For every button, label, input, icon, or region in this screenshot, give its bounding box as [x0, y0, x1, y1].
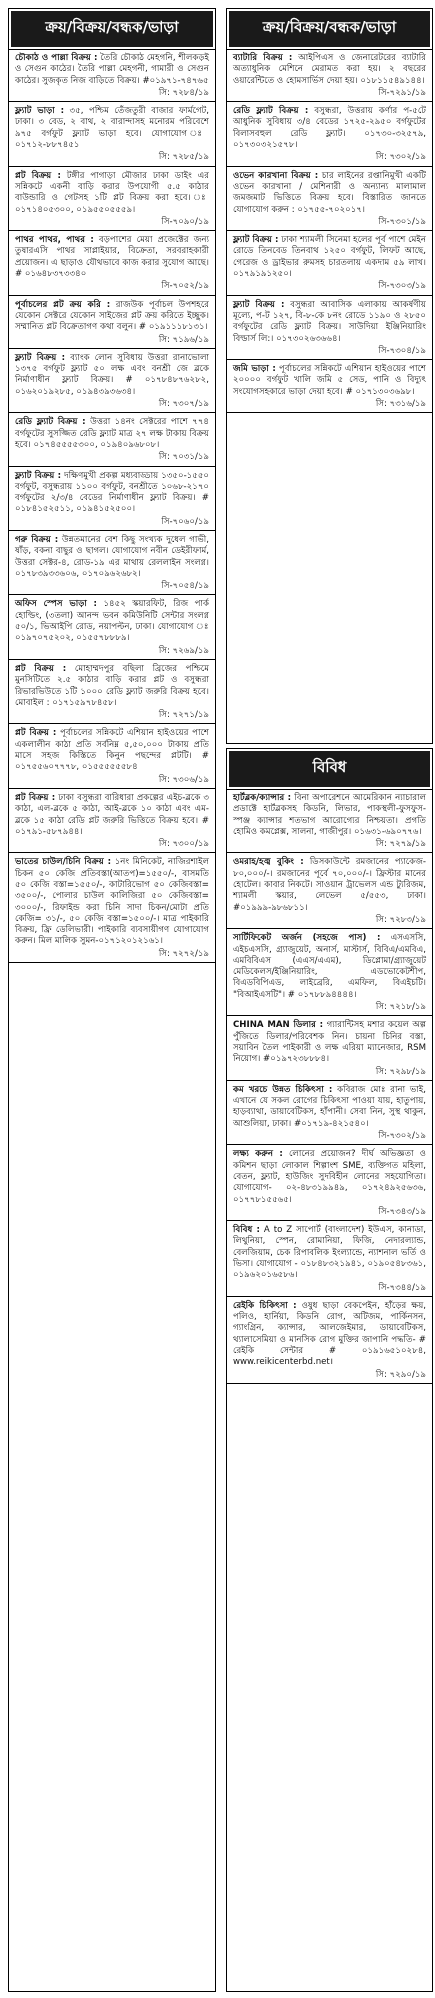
classified-ad	[9, 789, 215, 853]
section-header: ক্রয়/বিক্রয়/বন্ধক/ভাড়া	[227, 9, 432, 49]
classified-ad	[9, 102, 215, 166]
ad-title: রেডি ফ্ল্যাট বিক্রয় :	[233, 106, 309, 117]
classified-ad	[9, 853, 215, 963]
ad-body: পূর্বাচলের সন্নিকটে এশিয়ান হাইওয়ের পাশে একলালীন কাঠা প্রতি সর্বনিম্ন ৫,৫০,০০০ টাকায় প্রতি মাসে সহজ কিস্তিতে কিনুন পছন্দের প্লটটি। # ০১৭৫৫৬০৭৭৭৮, ০১৫৫৫৫৫৫৮৪	[15, 728, 209, 773]
ad-code: সি: ৭২৮৪/১৯	[158, 87, 209, 98]
ad-code: সি-৭৩৪৩/১৯	[378, 1206, 426, 1217]
ad-title: প্লট বিক্রয় :	[15, 663, 67, 674]
ad-code: সি-৭০৯০/১৯	[161, 216, 209, 227]
ad-body: বসুন্ধরা আবাসিক এলাকায় আকর্ষণীয় মূল্যে, প-ট ১২৭, বি-৮-কে ৮নং রোডে ১১৯০ ও ২৮৫০ বর্গফুটের রেডি ফ্ল্যাট বিক্রয়। সাউদিয়া ইঞ্জিনিয়ারিং বিল্ডার্স লি:। ০১৭৩০২৬৩৬৬৪।	[233, 299, 426, 344]
ad-code: সি: ৭২৯০/১৯	[375, 1369, 426, 1380]
right-classified-column	[226, 8, 433, 744]
classified-ad	[227, 360, 432, 413]
ad-code: সি: ৭৩১৬/১৯	[375, 399, 426, 410]
ad-code: সি: ৭২৮৫/১৯	[158, 152, 209, 163]
ad-code: সি: ৭০৩১/১৯	[158, 452, 209, 463]
ad-code: সি-৭৩০৪/১৯	[378, 345, 426, 356]
left-classified-column	[8, 8, 216, 1992]
ad-code: সি: ৭২৮৩/১৯	[375, 914, 426, 925]
ad-body: A to Z সাপোর্ট (বাংলাদেশ) ইউএস, কানাডা, লিথুনিয়া, স্পেন, রোমানিয়া, ফিজি, নেদারল্যান্ড, বেলজিয়াম, চেক রিপাবলিক ইংল্যান্ডে, ন্যাশনাল ভর্তি ও ভিসা। যোগাযোগ - ০১৮৪৮৩২১৯৪১, ০১৯০৫৪৮৩৬১, ০১৯৬২০১৬৫৮৬।	[233, 1225, 427, 1281]
ad-body: আইপিএস ও জেনারেটরের ব্যাটারি অত্যাধুনিক মেশিনে মেরামত করা হয়। ২ বছরের ওয়ারেন্টিতে ও হোমসার্ভিস দেয়া হয়। ০১৮১১৫৪৯১৪৪।	[233, 53, 426, 86]
classified-ad	[227, 49, 432, 102]
ad-code: সি: ৭২৬৯/১৯	[158, 645, 209, 656]
classified-ad	[9, 349, 215, 413]
ad-title: গরু বিক্রয় :	[15, 534, 59, 545]
misc-classified-column	[226, 748, 433, 1992]
ad-code: সি: ৭৩০৭/১৯	[158, 399, 209, 410]
ad-list	[9, 49, 215, 963]
classified-ad	[9, 467, 215, 531]
classified-ad	[9, 724, 215, 788]
ad-title: রেডি ফ্ল্যাট বিক্রয় :	[15, 417, 86, 428]
ad-body: গ্যারান্টিসহ মশার কয়েল অল্প পুঁজিতে ডিলার/পরিবেশক নিন। চায়না চিনির বস্তা, সয়াবিন তৈল পাইকারী ও লক্ষ এরিয়া ম্যানেজার, RSM নিয়োগ। #০১৯৭২৩৮৮৮৪।	[233, 1020, 426, 1065]
classified-ad	[227, 1145, 432, 1221]
ad-code: সি: ৭৩০৬/১৯	[158, 774, 209, 785]
ad-code: সি: ৭২৯৮/১৯	[375, 1066, 426, 1077]
ad-code: সি-৭০৬০/১৯	[161, 516, 209, 527]
ad-title: রেইকি চিকিৎসা :	[233, 1300, 297, 1311]
ad-body: উন্নতমানের বেশ কিছু সংখ্যক দুধেল গাভী, ষাঁড়, বকনা বাছুর ও ছাগল। যোগাযোগ নবীন ডেইরীফার্ম, উত্তরা সেক্টর-৪, রোড-১৯ এর মাথায় রেললাইন সংলগ্ন। ০১৭৮৩৯৩৩৬০৬, ০১৭০৯৬২৬৮২।	[15, 534, 209, 579]
ad-title: ওভেন কারখানা বিক্রয় :	[233, 170, 319, 181]
classified-ad	[227, 1221, 432, 1297]
ad-code: সি: ৭১৯৬/১৯	[158, 334, 209, 345]
classified-ad	[9, 413, 215, 466]
ad-body: ১৪৫২ স্কয়ারফিট, রিজ পার্ক হোল্ডিং, (৩তলা) আনন্দ ভবন কমিউনিটি সেন্টার সংলগ্ন ৫০/১, ভিআইপি রোড, নয়াপল্টন, ঢাকা। যোগাযোগ ঃ ০১৯৭০৭৫২০২, ০১৫৫৭৮৮৮৯।	[15, 599, 209, 644]
ad-code: সি-৭৩০২/১৯	[378, 1131, 426, 1142]
classified-ad	[9, 231, 215, 295]
ad-title: ফ্ল্যাট বিক্রয় :	[15, 470, 62, 481]
ad-body: দক্ষিণমুখী প্রকল্প মধ্যবাড্ডায় ১৩৫০-১৫৫০ বর্গফুট, বসুন্ধরায় ১১০০ বর্গফুট, বনশ্রীতে ১০৬৮-২১৭০ বর্গফুটের ২/৩/৪ বেডের নির্মাণাধীন ফ্ল্যাট বিক্রয়। # ০১৮৪১৫২৫১১, ০১৯৪১৫২৫০০।	[15, 470, 210, 515]
ad-title: সার্টিফিকেট অর্জন (সহজে পাস) :	[233, 933, 381, 944]
ad-code: সি: ৭৩০২/১৯	[375, 152, 426, 163]
ad-title: ফ্ল্যাট বিক্রয় :	[233, 299, 285, 310]
ad-title: অফিস স্পেস ভাড়া :	[15, 599, 97, 610]
ad-list	[227, 49, 432, 413]
ad-body: ৩৫, পশ্চিম তেঁজতুরী বাজার ফার্মগেট, ঢাকা। ৩ বেড, ২ বাথ, ২ বারান্দাসহ মনোরম পরিবেশে ৯৭৫ বর্গফুট ফ্ল্যাট ভাড়া হবে। যোগাযোগ ঃ ০১৭১২-৮৮৭৪৫১	[15, 106, 209, 151]
ad-body: ওষুধ ছাড়া বেকপেইন, হাঁড়ের ক্ষয়, পলিও, হার্নিয়া, কিডনি রোগ, অটিজম, পার্কিনসন, গ্যাংগ্রিন, ক্যান্সার, আলজেইমার, ডায়াবেটিকস, থ্যালাসেমিয়া ও মানসিক রোগ মুক্তির জাপানি পদ্ধতি- # রেইকি সেন্টার # ০১৯১৬৫১০২৮৪, www.reikicenterbd.net।	[233, 1300, 426, 1368]
ad-code: সি: ৭২৭১/১৯	[158, 710, 209, 721]
ad-title: প্লট বিক্রয় :	[15, 728, 57, 739]
classified-ad	[227, 296, 432, 360]
ad-title: জমি ভাড়া :	[233, 364, 276, 375]
classified-ad	[227, 789, 432, 853]
ad-body: বিনা অপারেশনে আমেরিকান ন্যাচারাল প্রডাক্টে হার্টব্লকসহ কিডনি, লিভার, পাকস্থলী-ফুসফুস-স্পঞ্জ ক্যান্সার শতভাগ আরোগ্যের নিশ্চয়তা। প্রগতি হোমিও কমপ্লেক্স, সালনা, গাজীপুর। ০১৬৩১-৬৯০৭৭৬।	[233, 793, 427, 837]
classified-ad	[9, 49, 215, 102]
ad-title: CHINA MAN ডিলার :	[233, 1020, 324, 1031]
classified-ad	[9, 296, 215, 349]
classified-ad	[227, 1297, 432, 1384]
classified-ad	[9, 167, 215, 231]
ad-code: সি-৭০৫২/১৯	[161, 281, 209, 292]
ad-title: প্লট বিক্রয় :	[15, 792, 56, 803]
ad-code: সি: ৭৩০০/১৯	[158, 839, 209, 850]
ad-code: সি-৭২৯১/১৯	[378, 87, 426, 98]
ad-code: সি-৭৩০১/১৯	[378, 216, 426, 227]
ad-title: ফ্ল্যাট বিক্রয় :	[15, 352, 66, 363]
ad-body: কবিরাজ মোঃ রানা ভাই, এখানে যে সকল রোগের চিকিৎসা পাওয়া যায়, হাতুপায়, হাড়ব্যাথা, ডায়াবেটিকস, হাঁপানী। সেবা নিন, সুস্থ থাকুন, আশুলিয়া, ঢাকা। #০১৭১৯-৪২১৫৪০।	[233, 1084, 426, 1129]
ad-body: টঙ্গীর পাগাড়া মৌজার ঢাকা ডাইং এর সন্নিকটে একনী বাড়ি করার উপযোগী ৫.৫ কাঠার বাউন্ডারি ও গেটসহ ১টি প্লট বিক্রয় করা হবে। ঃ ০১৭১৪০৫৩০০, ০১৯৫৫০৫৫৫৯।	[15, 170, 209, 215]
ad-title: চৌকাঠ ও পাল্লা বিক্রয় :	[15, 53, 98, 63]
ad-title: বিবিধ :	[233, 1225, 260, 1236]
ad-title: ফ্ল্যাট বিক্রয় :	[233, 235, 279, 246]
classified-ad	[227, 102, 432, 166]
classified-ad	[227, 167, 432, 231]
ad-title: ভাতের চাউল/চিনি বিক্রয় :	[15, 857, 112, 868]
ad-body: পূর্বাচলের সন্নিকটে এশিয়ান হাইওয়ের পাশে ২০০০০ বর্গফুট খালি জমি ৫ সেড, পানি ও বিদ্যুৎ সংযোগসহকারে ভাড়া দেয়া হবে। # ০১৭১৩০৩৬৯৮।	[233, 364, 426, 397]
ad-body: ঢাকা বসুন্ধরা বারিধারা প্রকল্পের এইচ-ব্লকে ৩ কাঠা, এল-ব্লকে ৫ কাঠা, আই-ব্লকে ১০ কাঠা এবং এম-ব্লকে ১৫ কাঠা রেডি প্লট জরুরি ভিত্তিতে বিক্রয় হবে। # ০১৭৯১-৫৮৭৯৪৪।	[15, 792, 210, 837]
section-header: ক্রয়/বিক্রয়/বন্ধক/ভাড়া	[9, 9, 215, 49]
ad-title: পূর্বাচলের প্লট ক্রয় করি :	[15, 299, 111, 310]
classified-ad	[227, 231, 432, 295]
ad-title: হার্টব্লক/ক্যান্সার :	[233, 793, 292, 803]
section-header: বিবিধ	[227, 749, 432, 789]
ad-code: সি: ৭২৭২/১৯	[158, 948, 209, 959]
ad-code: সি-৭০৫৪/১৯	[161, 581, 209, 592]
ad-body: বড়পাশের মেয়া প্রজেক্টের জন্য তুষারএসি পাথর সাপ্লাইয়ার, বিক্রেতা, সরবরাহকারী প্রয়োজন। এ ছাড়াও যৌথভাবে কাজ করার সুযোগ আছে। # ০১৬৪৮৩৭৩৩৪০	[15, 235, 210, 280]
classified-ad	[227, 853, 432, 929]
ad-body: তৈরি চৌকাঠ মেহগনি, শীলকড়ই ও সেগুন কাঠের। তৈরি পাল্লা মেহগনী, গামারী ও সেগুন কাঠের। সুজকৃত নিজ বাড়িতে বিক্রয়। #০১৯৭১-৭৪৭৬৫	[15, 53, 209, 86]
classified-ad	[227, 1081, 432, 1145]
classified-ad	[9, 531, 215, 595]
ad-body: মোহাম্মদপুর বছিলা ব্রিজের পশ্চিমে মুনসিটিতে ২.৫ কাঠার বাড়ি করার প্লট ও বসুন্ধরা রিভারভিউতে ১টি ১০০০ রেডি ফ্ল্যাট জরুরি বিক্রয় হবে। মোবাইল : ০১৭১৫৯৭৮৪৫৮।	[15, 663, 209, 708]
ad-title: প্লট বিক্রয় :	[15, 170, 61, 181]
ad-title: ফ্ল্যাট ভাড়া :	[15, 106, 64, 117]
ad-title: ব্যাটারি বিক্রয় :	[233, 53, 293, 63]
ad-body: ডিসকাউন্টে রমজানের প্যাকেজ- ৮০,০০০/-। রমজানের পূর্বে ৭০,০০০/-। ফ্রিস্টার মানের হোটেল। কাবার নিকটে। সাওয়ান ট্রাভেলস এন্ড ট্যুরিজম, শ্যামলী স্কয়ার, লেভেল ৫/৫৫৩, ঢাকা। #০১৯৯৯-৯৮৬৮১১।	[233, 857, 426, 913]
classified-ad	[227, 929, 432, 1016]
classified-ad	[9, 660, 215, 724]
ad-title: ওমরাহ/হজ্ব বুকিং :	[233, 857, 304, 868]
ad-body: ব্যাংক লোন সুবিধায় উত্তরা রানাভোলা ১৩৭৫ বর্গফুট ফ্ল্যাট ৫০ লক্ষ এবং বনশ্রী জে ব্লকে নির্মাণাধীন ফ্ল্যাট বিক্রয়। # ০১৭৮৪৮৭৬২৮২, ০১৬২০১৯২৮৫, ০১৯৪৩৯৩৬৩৪।	[15, 352, 210, 397]
ad-title: কম খরচে উন্নত চিকিৎসা :	[233, 1084, 333, 1095]
ad-code: সি: ৭২৭৯/১৯	[375, 839, 426, 850]
ad-code: সি: ৭২১৮/১৯	[375, 1002, 426, 1013]
classified-ad	[9, 595, 215, 659]
ad-body: উত্তরা ১৪নং সেক্টরের পাশে ৭৭৪ বর্গফুটের সুসজ্জিত রেডি ফ্ল্যাট মাত্র ২৭ লক্ষ টাকায় বিক্রয় হবে। ০১৭৪৫৫৫৫৩০০, ০১৯৪০৯৬৮০৮।	[15, 417, 210, 450]
ad-body: রাজউক পূর্বাচল উপশহরে যেকোন সেক্টরে যেকোন সাইজের প্লট ক্রয় করিতে ইচ্ছুক। সম্মানিত প্লট বিক্রেতাগণ কথা বলুন। # ০১৯১১১৮১৩১।	[15, 299, 209, 333]
ad-body: এসএসসি, এইচএসসি, গ্র্যাজুয়েট, অনার্স, মাস্টার্স, বিবিএ/এমবিএ, এমবিবিএস (এএস/এএম), ডিপ্লোমা/গ্র্যাজুয়েট মেডিকেলস/ইঞ্জিনিয়ারিং, এডভোকেটশীপ, বিএডবিপিএড, লাইব্রেরি, এমফিল, বিএইচটি। "বিআইএসটি"। # ০১৭৮৮৯৪৪৪৪।	[233, 933, 427, 1000]
ad-body: ঢাকা শ্যামলী সিনেমা হলের পূর্ব পাশে মেইন রোডে তিনবেড তিনবাথ ১২৫০ বর্গফুট, লিফট আছে, গেরেজ ও ড্রাইভার রুমসহ চারতলায় একদাম ৫৯ লাখ। ০১৭৯১৯১২৫০।	[233, 235, 426, 280]
ad-code: সি-৭৩৪৪/১৯	[378, 1282, 426, 1293]
ad-body: ১নং মিনিকেট, নাজিরশাইল চিকন ৫০ কেজি প্রতিবস্তা(আতপ)=১৫৫০/-, বাসমতি ৫০ কেজি বস্তা=১৫৫০/-, কাটারিভোগ ৫০ কেজিবস্তা= ৩৫০০/-, পোলার চাউল কালিজিরা ৫০ কেজিবস্তা= ৩০০০/-, রিফাইন্ড করা চিনি সাদা চিকন/মোটা প্রতি কেজি= ৩১/-, ৫০ কেজি বস্তা=১৫০০/-। মাত্র পাইকারি বিক্রয়, ফ্রি ডেলিভারী। পাইকারি ব্যবসায়ীগণ যোগাযোগ করুন। মিল মালিক সুমন-০১৭১২০১২১৬১।	[15, 857, 209, 947]
ad-title: লক্ষ্য করুন :	[233, 1149, 283, 1160]
classified-ad	[227, 1016, 432, 1080]
ad-body: বসুন্ধরা, উত্তরায় কর্ণার প-৫টে আধুনিক সুবিধায় ৩/৪ বেডের ১৭২৫-২৯৫০ বর্গফুটের বিলাসবহুল রেডি ফ্ল্যাট। ০১৭৩০-৩২৫৭৯, ০১৭৩০৩২১৫৭৮।	[233, 106, 426, 151]
ad-body: চার লাইনের রপ্তানিমুখী একটি ওভেন কারখানা / মেশিনারী ও অন্যান্য মালামাল জমজমাট ভিত্তিতে বিক্রয় হবে। বিস্তারিত জানতে যোগাযোগ করুন : ০১৭৫৫-৭০২০১৭।	[233, 170, 426, 215]
ad-title: পাথর পাথর, পাথর :	[15, 235, 94, 246]
ad-code: সি-৭৩০৩/১৯	[378, 281, 426, 292]
ad-list	[227, 789, 432, 1384]
ad-body: লোনের প্রয়োজন? দীর্ঘ অভিজ্ঞতা ও কমিশন ছাড়া লোকাল শিল্পাংশ SME, ব্যক্তিগত মহিলা, বেতন, ফ্ল্যাট, হাউজিং সুদবিহীন লোনের সহযোগিতা। যোগাযোগ- ০২-৪৮৩১৯৯৪৯, ০১৭২৪৯২৫৬৩৬, ০১৭৭৮১৫৫৬৫।	[233, 1149, 427, 1205]
